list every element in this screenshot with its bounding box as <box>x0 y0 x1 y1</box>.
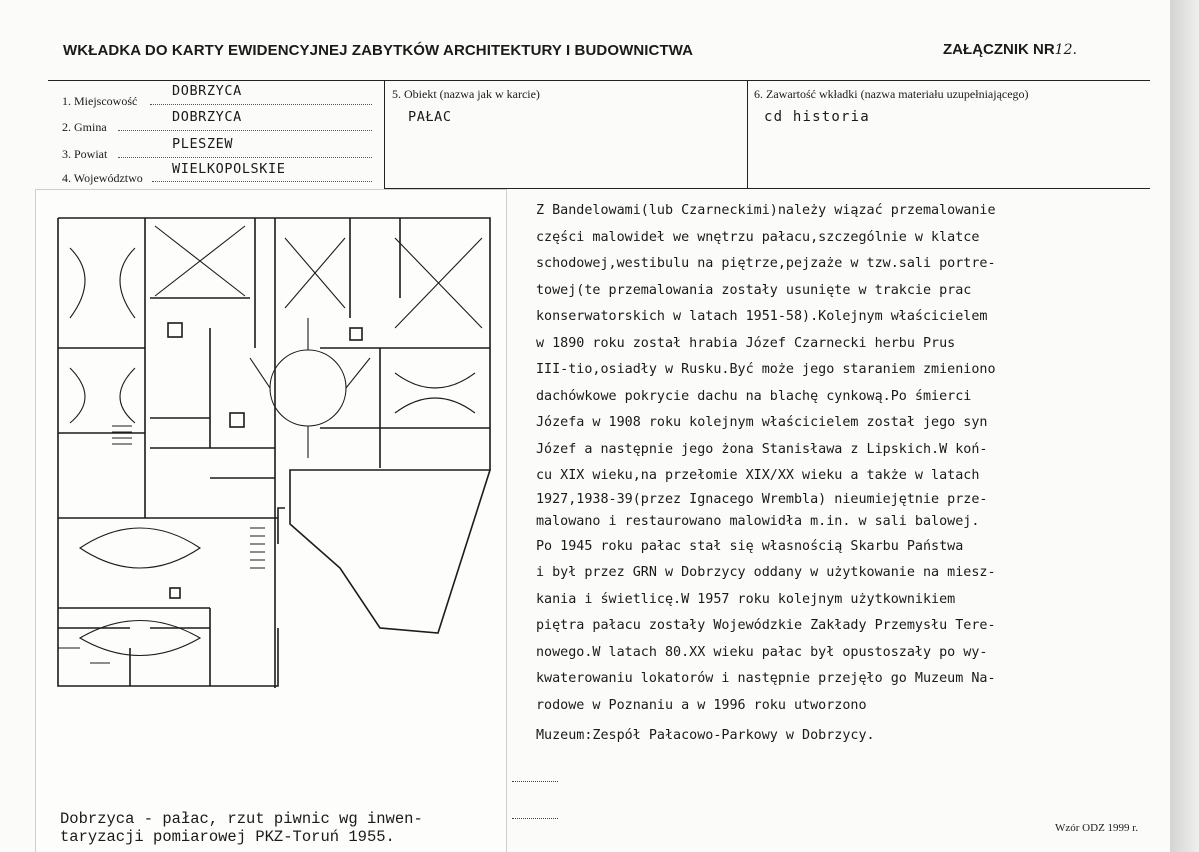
text-line: piętra pałacu zostały Wojewódzkie Zakłady Przemysłu Tere- <box>536 618 996 633</box>
text-line: Muzeum:Zespół Pałacowo-Parkowy w Dobrzycy. <box>536 728 875 743</box>
attachment-number: 12. <box>1054 42 1077 58</box>
plan-caption-line-2: taryzacji pomiarowej PKZ-Toruń 1955. <box>60 828 395 846</box>
field-value-miejscowosc: DOBRZYCA <box>172 83 242 99</box>
field-label-gmina: 2. Gmina <box>62 120 107 134</box>
attachment-label-text: ZAŁĄCZNIK NR <box>943 41 1055 58</box>
field-label-wojewodztwo: 4. Województwo <box>62 171 143 185</box>
text-line: malowano i restaurowano malowidła m.in. w sali balowej. <box>536 513 980 529</box>
header-bottom-rule <box>384 188 1150 189</box>
field-value-zawartosc: cd historia <box>764 109 870 125</box>
field-label-miejscowosc: 1. Miejscowość <box>62 94 138 108</box>
field-label-obiekt: 5. Obiekt (nazwa jak w karcie) <box>392 87 540 101</box>
text-line: Po 1945 roku pałac stał się własnością Skarbu Państwa <box>536 538 964 554</box>
text-line: rodowe w Poznaniu a w 1996 roku utworzono <box>536 697 867 713</box>
scan-edge <box>1170 0 1199 852</box>
text-line: III-tio,osiadły w Rusku.Być może jego staraniem zmieniono <box>536 362 996 377</box>
text-line: schodowej,westibulu na piętrze,pejzaże w tzw.sali portre- <box>536 256 996 271</box>
text-line: i był przez GRN w Dobrzycy oddany w użytkowanie na miesz- <box>536 565 996 580</box>
header-top-rule <box>48 80 1150 81</box>
field-label-zawartosc: 6. Zawartość wkładki (nazwa materiału uzupełniającego) <box>754 87 1029 101</box>
form-template-version: Wzór ODZ 1999 r. <box>1055 822 1139 834</box>
field-dots <box>152 181 372 182</box>
field-dots <box>118 157 372 158</box>
field-value-powiat: PLESZEW <box>172 136 234 152</box>
text-line: nowego.W latach 80.XX wieku pałac był opustoszały po wy- <box>536 644 988 660</box>
text-line: Józefa w 1908 roku kolejnym właścicielem został jego syn <box>536 415 988 430</box>
text-line: części malowideł we wnętrzu pałacu,szczególnie w klatce <box>536 229 980 245</box>
history-text <box>536 198 996 750</box>
text-line: towej(te przemalowania zostały usunięte w trakcie prac <box>536 282 972 298</box>
signature-dots <box>512 781 558 782</box>
column-divider-2 <box>747 80 748 188</box>
floor-plan-drawing <box>50 208 495 698</box>
text-line: 1927,1938-39(przez Ignacego Wrembla) nieumiejętnie prze- <box>536 491 988 507</box>
field-value-gmina: DOBRZYCA <box>172 109 242 125</box>
signature-dots <box>512 818 558 819</box>
text-line: kania i świetlicę.W 1957 roku kolejnym użytkownikiem <box>536 591 956 607</box>
attachment-label <box>943 41 1077 58</box>
field-dots <box>150 104 372 105</box>
plan-caption-line-1: Dobrzyca - pałac, rzut piwnic wg inwen- <box>60 810 423 828</box>
text-line: dachówkowe pokrycie dachu na blachę cynkową.Po śmierci <box>536 388 972 404</box>
field-value-wojewodztwo: WIELKOPOLSKIE <box>172 161 286 177</box>
text-line: w 1890 roku został hrabia Józef Czarnecki herbu Prus <box>536 335 956 351</box>
column-divider-1 <box>384 80 385 188</box>
form-title: WKŁADKA DO KARTY EWIDENCYJNEJ ZABYTKÓW ARCHITEKTURY I BUDOWNICTWA <box>63 42 694 59</box>
text-line: cu XIX wieku,na przełomie XIX/XX wieku a także w latach <box>536 468 980 483</box>
text-line: Józef a następnie jego żona Stanisława z Lipskich.W koń- <box>536 441 988 457</box>
text-line: kwaterowaniu lokatorów i następnie przejęło go Muzeum Na- <box>536 671 996 686</box>
field-value-obiekt: PAŁAC <box>408 109 452 125</box>
field-dots <box>118 130 372 131</box>
plan-caption <box>60 810 423 846</box>
field-label-powiat: 3. Powiat <box>62 147 108 161</box>
text-line: konserwatorskich w latach 1951-58).Kolejnym właścicielem <box>536 309 988 324</box>
text-line: Z Bandelowami(lub Czarneckimi)należy wiązać przemalowanie <box>536 203 996 218</box>
